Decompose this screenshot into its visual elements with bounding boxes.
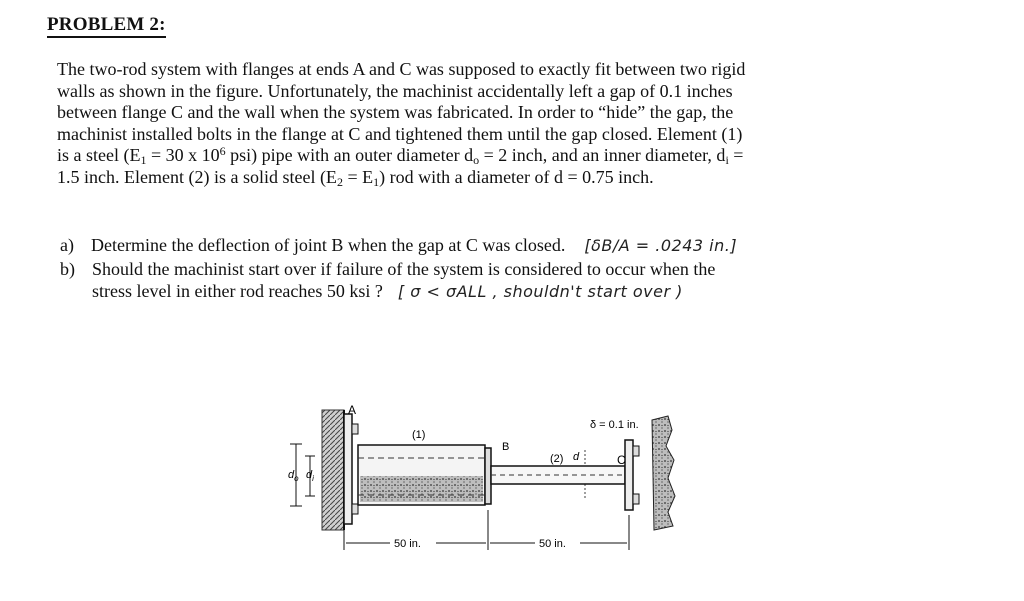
label-b: B (502, 441, 510, 453)
problem-title: PROBLEM 2: (47, 14, 166, 38)
label-di: $d_i$ (306, 469, 314, 483)
gap-label: δ = 0.1 in. (590, 419, 639, 431)
question-b-text-2: stress level in either rod reaches 50 ksi ? (92, 281, 383, 301)
question-b-label: b) (60, 259, 75, 279)
question-a-handwritten-answer: [δB/A = .0243 in.] (584, 236, 738, 255)
left-wall (322, 410, 344, 530)
statement-line-3: between flange C and the wall when the system was fabricated. In order to “hide” the gap, the (57, 102, 734, 122)
right-wall (652, 416, 675, 530)
question-b (60, 258, 715, 280)
label-c: C (617, 453, 626, 467)
statement-line-2: walls as shown in the figure. Unfortunately, the machinist accidentally left a gap of 0.1 inches (57, 80, 733, 101)
dim-left-length: 50 in. (394, 538, 421, 550)
question-a (60, 234, 737, 257)
label-element-2: (2) (550, 453, 564, 465)
joint-b (485, 448, 491, 504)
flange-c (625, 440, 633, 510)
question-a-label: a) (60, 235, 74, 255)
dim-right-length: 50 in. (539, 538, 566, 550)
pipe-cross-section (360, 476, 483, 502)
question-b-handwritten-answer: [ σ < σALL , shouldn't start over ) (397, 282, 683, 301)
problem-statement (57, 59, 902, 188)
label-do: $d_o$ (288, 469, 299, 483)
question-b-cont (92, 280, 683, 303)
statement-line-1: The two-rod system with flanges at ends A and C was supposed to exactly fit between two rigid (57, 59, 746, 79)
label-element-1: (1) (412, 429, 426, 441)
flange-a (344, 414, 352, 524)
two-rod-system-figure (280, 400, 700, 580)
question-b-text-1: Should the machinist start over if failure of the system is considered to occur when the (92, 259, 716, 279)
statement-line-4: machinist installed bolts in the flange at C and tightened them until the gap closed. Element (1) (57, 123, 743, 144)
label-a: A (348, 403, 357, 417)
question-a-text: Determine the deflection of joint B when the gap at C was closed. (90, 235, 566, 255)
statement-line-5: is a steel ($E_1 = 30$ x $10^6$ psi) pipe with an outer diameter $d_o = 2$ inch, and an inner diameter, $d_i$ = (57, 144, 744, 167)
label-d: d (573, 451, 580, 463)
statement-line-6: 1.5 inch. Element (2) is a solid steel $(E_2 = E_1)$ rod with a diameter of d = 0.75 inch. (57, 166, 654, 189)
